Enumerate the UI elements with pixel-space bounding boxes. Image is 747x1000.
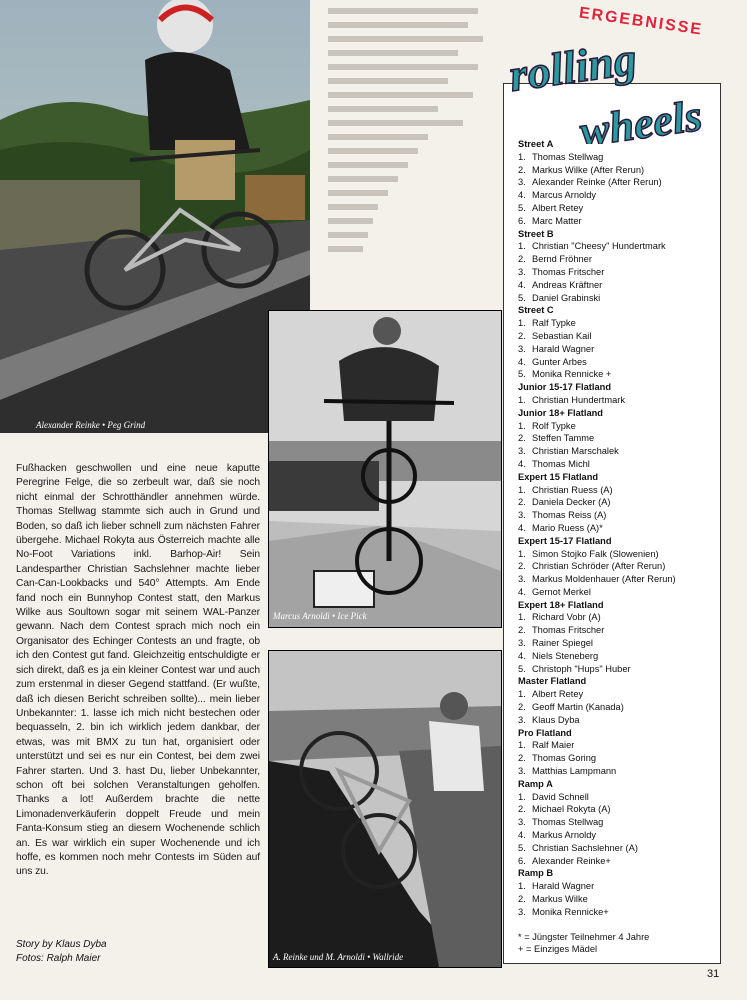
result-rank: 2. [518,433,526,444]
result-entry [518,650,720,663]
page-number: 31 [707,968,720,980]
result-entry [518,394,720,407]
result-entry [518,548,720,561]
result-name: Michael Rokyta (A) [532,804,611,815]
result-rank: 1. [518,689,526,700]
credits [16,938,107,966]
result-entry [518,791,720,804]
result-name: Daniela Decker (A) [532,497,611,508]
result-rank: 4. [518,586,526,597]
result-name: Gernot Merkel [532,586,591,597]
result-rank: 3. [518,177,526,188]
result-name: Markus Arnoldy [532,830,597,841]
result-rank: 1. [518,740,526,751]
result-rank: 1. [518,151,526,162]
article-body: Fußhacken geschwollen und eine neue kaputte Peregrine Felge, die so zerbeult war, daß sie noch nicht einmal der Schrotthändler annehmen würde. Thomas Stellwag stammte sich auch in Grund und Boden, so daß ich lieber schnell zum nächsten Fahrer übergehe. Michael Rokyta aus Österreich machte alle No-Foot Variations inkl. Barhop-Air! Sein Landesparther Christian Sachslehner machte lieber Can-Can-Lookbacks und 540° Attempts. Am Ende fand noch ein Bunnyhop Contest statt, den Markus Wilke aus Soultown sogar mit seinem WAL-Panzer gewann. Nach dem Contest sprach mich noch ein Organisator des Echinger Contests an und fragte, ob ich den Contest gut fand. Gleichzeitig entschuldigte er sich direkt, daß es ja ein kleiner Contest war und auch zum erstenmal in dieser Gegend stattfand. (Er wußte, daß ich diesen Bericht schreiben sollte)... mein lieber Unbekannter: 1. lasse ich mich nicht bestechen oder bequasseln, 2. bin ich wirklich jedem dankbar, der etwas, was mit BMX zu tun hat, organisiert oder unterstützt und sei es nur ein Contest, bei dem zwei Fahrer starten. Und 3. hast Du, lieber Unbekannter, schon oft bei solchen Veranstaltungen geholfen. Thanks a lot! Außerdem brachte die nette Limonadenverkäuferin doppelt Freude und mein Fanta-Konsum stieg an diesem Wochenende schlich an. Es war wirklich ein super Wochenende und ich hoffe, es kommen noch mehr Contests im Süden auf uns zu. [16,463,260,878]
result-rank: 2. [518,254,526,265]
result-entry [518,266,720,279]
result-name: Thomas Stellwag [532,151,604,162]
result-name: Christian Marschalek [532,446,619,457]
result-entry [518,458,720,471]
result-rank: 4. [518,190,526,201]
result-name: Niels Steneberg [532,650,599,661]
result-category: Master Flatland [518,676,587,687]
result-rank: 3. [518,266,526,277]
result-rank: 2. [518,804,526,815]
result-rank: 6. [518,855,526,866]
photo-wallride [268,650,502,968]
result-rank: 4. [518,279,526,290]
result-rank: 2. [518,330,526,341]
result-entry [518,445,720,458]
result-entry [518,586,720,599]
result-rank: 4. [518,522,526,533]
result-category: Expert 15-17 Flatland [518,535,612,546]
result-entry [518,292,720,305]
result-entry [518,688,720,701]
legend-line: + = Einziges Mädel [518,944,598,955]
result-name: Ralf Typke [532,318,576,329]
result-name: Christian "Cheesy" Hundertmark [532,241,666,252]
results-box [503,83,721,964]
logo-wheels: wheels [576,90,705,144]
result-name: Daniel Grabinski [532,292,601,303]
result-name: Monika Rennicke+ [532,906,609,917]
logo-rolling: rolling [506,32,640,102]
result-entry [518,215,720,228]
logo-ergebnisse: ERGEBNISSE [577,4,704,39]
result-rank: 4. [518,356,526,367]
result-rank: 3. [518,343,526,354]
background-texture [310,0,505,308]
result-entry [518,279,720,292]
result-name: Harald Wagner [532,343,595,354]
result-name: Thomas Stellwag [532,817,604,828]
result-rank: 3. [518,446,526,457]
result-name: Rolf Typke [532,420,576,431]
result-entry [518,484,720,497]
result-rank: 5. [518,842,526,853]
result-rank: 6. [518,215,526,226]
result-name: Markus Wilke [532,894,588,905]
result-name: Richard Vobr (A) [532,612,601,623]
result-name: Thomas Fritscher [532,266,605,277]
result-rank: 1. [518,791,526,802]
result-entry [518,240,720,253]
result-name: Albert Retey [532,689,584,700]
result-category: Junior 18+ Flatland [518,407,603,418]
result-rank: 2. [518,894,526,905]
result-entry [518,522,720,535]
result-entry [518,420,720,433]
result-rank: 5. [518,663,526,674]
photo-peg-grind [0,0,310,433]
result-name: Christian Schröder (After Rerun) [532,561,666,572]
result-entry [518,765,720,778]
result-entry [518,164,720,177]
result-name: Christian Hundertmark [532,394,626,405]
result-rank: 2. [518,561,526,572]
result-category: Street B [518,228,554,239]
result-name: Harald Wagner [532,881,595,892]
result-name: Ralf Maier [532,740,575,751]
result-entry [518,855,720,868]
result-entry [518,356,720,369]
result-entry [518,189,720,202]
result-name: Gunter Arbes [532,356,587,367]
result-entry [518,739,720,752]
result-rank: 2. [518,702,526,713]
result-entry [518,714,720,727]
result-entry [518,880,720,893]
result-rank: 5. [518,369,526,380]
result-rank: 1. [518,881,526,892]
result-entry [518,637,720,650]
result-rank: 1. [518,548,526,559]
result-name: Alexander Reinke (After Rerun) [532,177,662,188]
result-entry [518,253,720,266]
result-category: Pro Flatland [518,727,572,738]
result-name: Christian Ruess (A) [532,484,613,495]
result-entry [518,432,720,445]
result-entry [518,368,720,381]
result-entry [518,317,720,330]
result-name: David Schnell [532,791,589,802]
result-rank: 2. [518,753,526,764]
result-name: Thomas Reiss (A) [532,510,607,521]
result-entry [518,151,720,164]
photo-caption: A. Reinke und M. Arnoldi • Wallride [273,952,404,962]
result-category: Ramp A [518,778,553,789]
result-name: Rainer Spiegel [532,638,593,649]
photo-credit: Fotos: Ralph Maier [16,953,101,964]
result-entry [518,176,720,189]
result-name: Andreas Kräftner [532,279,603,290]
result-category: Street A [518,139,554,149]
photo-caption: Marcus Arnoldi • Ice Pick [273,611,367,621]
result-entry [518,752,720,765]
result-name: Simon Stojko Falk (Slowenien) [532,548,659,559]
result-entry [518,842,720,855]
result-entry [518,829,720,842]
result-name: Mario Ruess (A)* [532,522,603,533]
result-rank: 1. [518,241,526,252]
result-rank: 4. [518,650,526,661]
result-name: Bernd Fröhner [532,254,592,265]
result-name: Sebastian Kail [532,330,592,341]
result-rank: 3. [518,510,526,521]
result-entry [518,343,720,356]
result-entry [518,330,720,343]
result-entry [518,663,720,676]
rolling-wheels-logo [506,4,742,144]
result-entry [518,611,720,624]
result-entry [518,906,720,919]
result-rank: 2. [518,164,526,175]
result-entry [518,496,720,509]
result-rank: 4. [518,830,526,841]
result-entry [518,701,720,714]
result-name: Markus Wilke (After Rerun) [532,164,645,175]
result-rank: 3. [518,574,526,585]
result-rank: 3. [518,766,526,777]
result-name: Thomas Goring [532,753,597,764]
result-entry [518,624,720,637]
result-name: Thomas Fritscher [532,625,605,636]
result-name: Geoff Martin (Kanada) [532,702,624,713]
result-rank: 5. [518,292,526,303]
result-name: Alexander Reinke+ [532,855,611,866]
result-rank: 1. [518,612,526,623]
results-legend [518,931,720,957]
result-entry [518,803,720,816]
result-name: Marcus Arnoldy [532,190,597,201]
result-name: Marc Matter [532,215,582,226]
result-category: Expert 18+ Flatland [518,599,604,610]
legend-line: * = Jüngster Teilnehmer 4 Jahre [518,931,650,942]
result-rank: 1. [518,318,526,329]
result-category: Ramp B [518,868,554,879]
result-rank: 3. [518,817,526,828]
result-entry [518,573,720,586]
result-rank: 5. [518,202,526,213]
result-name: Christoph "Hups" Huber [532,663,631,674]
story-credit: Story by Klaus Dyba [16,939,107,950]
result-rank: 2. [518,497,526,508]
result-entry [518,893,720,906]
result-category: Junior 15-17 Flatland [518,382,611,393]
result-category: Expert 15 Flatland [518,471,599,482]
result-name: Steffen Tamme [532,433,595,444]
result-entry [518,816,720,829]
photo-caption: Alexander Reinke • Peg Grind [36,420,146,430]
result-category: Street C [518,305,554,316]
result-rank: 1. [518,394,526,405]
result-rank: 2. [518,625,526,636]
result-rank: 1. [518,420,526,431]
result-name: Matthias Lampmann [532,766,617,777]
result-name: Albert Retey [532,202,584,213]
result-name: Monika Rennicke + [532,369,612,380]
result-name: Christian Sachslehner (A) [532,842,638,853]
result-rank: 3. [518,906,526,917]
result-name: Markus Moldenhauer (After Rerun) [532,574,676,585]
result-rank: 3. [518,714,526,725]
result-name: Klaus Dyba [532,714,580,725]
result-rank: 3. [518,638,526,649]
result-name: Thomas Michl [532,458,590,469]
result-entry [518,509,720,522]
photo-ice-pick [268,310,502,628]
result-entry [518,202,720,215]
result-entry [518,560,720,573]
result-rank: 1. [518,484,526,495]
result-rank: 4. [518,458,526,469]
